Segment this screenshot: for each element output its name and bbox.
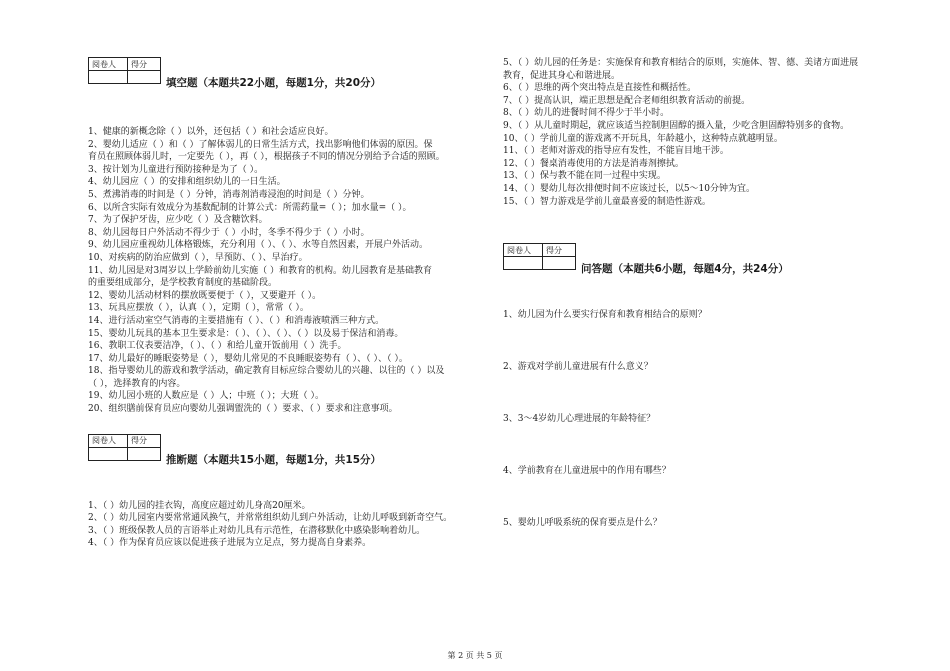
score-label: 得分 (128, 58, 161, 71)
fill-line: 1、健康的新概念除（ ）以外，还包括（ ）和社会适应良好。 (88, 127, 334, 137)
judge-line: 3、（ ）班级保教人员的言语举止对幼儿具有示范性，在潜移默化中感染影响着幼儿。 (88, 525, 426, 536)
fill-line: 14、进行活动室空气消毒的主要措施有（ ）、（ ）和消毒液喷洒三种方式。 (88, 315, 385, 326)
fill-line: 9、幼儿园应重视幼儿体格锻炼，充分利用（ ）、（ ）、水等自然因素，开展户外活动。 (88, 240, 428, 251)
score-box (88, 57, 161, 84)
reviewer-cell (89, 447, 128, 460)
judge-line: 4、（ ）作为保育员应该以促进孩子进展为立足点，努力提高自身素养。 (88, 538, 372, 549)
judge-line: 6、（ ）思维的两个突出特点是直接性和概括性。 (503, 83, 697, 94)
fill-line: 5、煮沸消毒的时间是（ ）分钟，消毒剂消毒浸泡的时间是（ ）分钟。 (88, 189, 370, 200)
qa-question: 2、游戏对学前儿童进展有什么意义？ (503, 362, 653, 373)
judge-line: 7、（ ）提高认识，端正思想是配合老师组织教育活动的前提。 (503, 95, 751, 106)
score-label: 得分 (128, 434, 161, 447)
judge-line: 10、（ ）学前儿童的游戏离不开玩具，年龄越小，这种特点就越明显。 (503, 133, 783, 144)
score-label: 得分 (543, 244, 576, 257)
qa-question: 4、学前教育在儿童进展中的作用有哪些？ (503, 466, 671, 477)
fill-line: 4、幼儿园应（ ）的安排和组织幼儿的一日生活。 (88, 177, 286, 188)
qa-question: 1、幼儿园为什么要实行保育和教育相结合的原则？ (503, 310, 707, 321)
left-column (88, 57, 488, 550)
fill-line: 13、玩具应摆放（ ），认真（ ），定期（ ），常常（ ）。 (88, 303, 309, 314)
page-number: 第 2 页 共 5 页 (447, 651, 503, 660)
fill-line: 12、婴幼儿活动材料的摆放既要便于（ ），又要避开（ ）。 (88, 290, 322, 301)
right-column (503, 57, 903, 535)
judge-line: 9、（ ）从儿童时期起，就应该适当控制胆固醇的摄入量，少吃含胆固醇特别多的食物。 (503, 120, 850, 131)
reviewer-label: 阅卷人 (89, 434, 128, 447)
judge-line: 11、（ ）老师对游戏的指导应有发性，不能盲目地干涉。 (503, 146, 729, 157)
judge-line: 2、（ ）幼儿园室内要常常通风换气，并常常组织幼儿到户外活动，让幼儿呼吸到新奇空气。 (88, 513, 453, 524)
fill-line: 11、幼儿园是对3周岁以上学龄前幼儿实施（ ）和教育的机构。幼儿园教育是基础教育 (88, 265, 433, 276)
judge-questions-left (88, 500, 488, 550)
fill-questions (88, 126, 488, 416)
judge-line: 13、（ ）保与教不能在同一过程中实现。 (503, 171, 666, 182)
judge-line: 1、（ ）幼儿园的挂衣钩，高度应超过幼儿身高20厘米。 (88, 500, 311, 511)
fill-line: 的重要组成部分，是学校教育制度的基础阶段。 (88, 278, 278, 289)
qa-question: 3、3～4岁幼儿心理进展的年龄特征？ (503, 414, 656, 425)
score-box (503, 243, 576, 270)
fill-line: （ ），选择教育的内容。 (88, 378, 186, 389)
judge-section-header (88, 434, 488, 478)
fill-line: 16、教职工仪表要洁净，（ ）、（ ）和给儿童开饭前用（ ）洗手。 (88, 341, 347, 352)
score-cell (543, 257, 576, 270)
fill-line: 3、按计划为儿童进行预防接种是为了（ ）。 (88, 164, 264, 175)
fill-line: 10、对疾病的防治应做到（ ），早预防、（ ）、早治疗。 (88, 252, 308, 263)
fill-line: 6、以所含实际有效成分为基数配制的计算公式：所需药量=（ ）；加水量=（ ）。 (88, 202, 412, 213)
fill-line: 育员在照顾体弱儿时，一定要先（ ），再（ ），根据孩子不同的情况分别给予合适的照顾。 (88, 152, 445, 163)
fill-line: 8、幼儿园每日户外活动不得少于（ ）小时，冬季不得少于（ ）小时。 (88, 227, 370, 238)
fill-line: 17、幼儿最好的睡眠姿势是（ ），婴幼儿常见的不良睡眠姿势有（ ）、（ ）、（ ）。 (88, 353, 408, 364)
score-cell (128, 447, 161, 460)
qa-question: 5、婴幼儿呼吸系统的保育要点是什么？ (503, 518, 662, 529)
qa-questions (503, 307, 903, 535)
fill-line: 2、婴幼儿适应（ ）和（ ）了解体弱儿的日常生活方式，找出影响他们体弱的原因。保 (88, 139, 433, 150)
judge-line: 8、（ ）幼儿的进餐时间不得少于半小时。 (503, 108, 670, 119)
judge-line: 12、（ ）餐桌消毒使用的方法是消毒剂擦拭。 (503, 158, 684, 169)
score-cell (128, 71, 161, 84)
fill-line: 18、指导婴幼儿的游戏和教学活动，确定教育目标应综合婴幼儿的兴趣、以往的（ ）以及 (88, 366, 445, 377)
judge-line: 教育，促进其身心和谐进展。 (503, 70, 621, 81)
qa-section-title: 问答题（本题共6小题，每题4分，共24分） (581, 263, 789, 276)
qa-section-header (503, 243, 903, 287)
fill-line: 7、为了保护牙齿，应少吃（ ）及含糖饮料。 (88, 215, 268, 226)
fill-section-title: 填空题（本题共22小题，每题1分，共20分） (166, 77, 382, 89)
reviewer-label: 阅卷人 (89, 58, 128, 71)
reviewer-cell (89, 71, 128, 84)
reviewer-label: 阅卷人 (504, 244, 543, 257)
fill-line: 20、组织膳前保育员应向婴幼儿强调盥洗的（ ）要求、（ ）要求和注意事项。 (88, 404, 398, 415)
fill-line: 15、婴幼儿玩具的基本卫生要求是：（ ）、（ ）、（ ）、（ ）以及易于保洁和消毒。 (88, 328, 404, 339)
judge-line: 15、（ ）智力游戏是学前儿童最喜爱的制造性游戏。 (503, 196, 711, 207)
judge-line: 14、（ ）婴幼儿每次排便时间不应该过长，以5～10分钟为宜。 (503, 183, 755, 194)
fill-line: 19、幼儿园小班的人数应是（ ）人；中班（ ）；大班（ ）。 (88, 391, 325, 402)
reviewer-cell (504, 257, 543, 270)
judge-questions-right (503, 57, 903, 208)
fill-section-header (88, 57, 488, 101)
score-box (88, 434, 161, 461)
judge-section-title: 推断题（本题共15小题，每题1分，共15分） (166, 453, 382, 466)
judge-line: 5、（ ）幼儿园的任务是：实施保育和教育相结合的原则，实施体、智、德、美诸方面进展 (503, 58, 859, 68)
